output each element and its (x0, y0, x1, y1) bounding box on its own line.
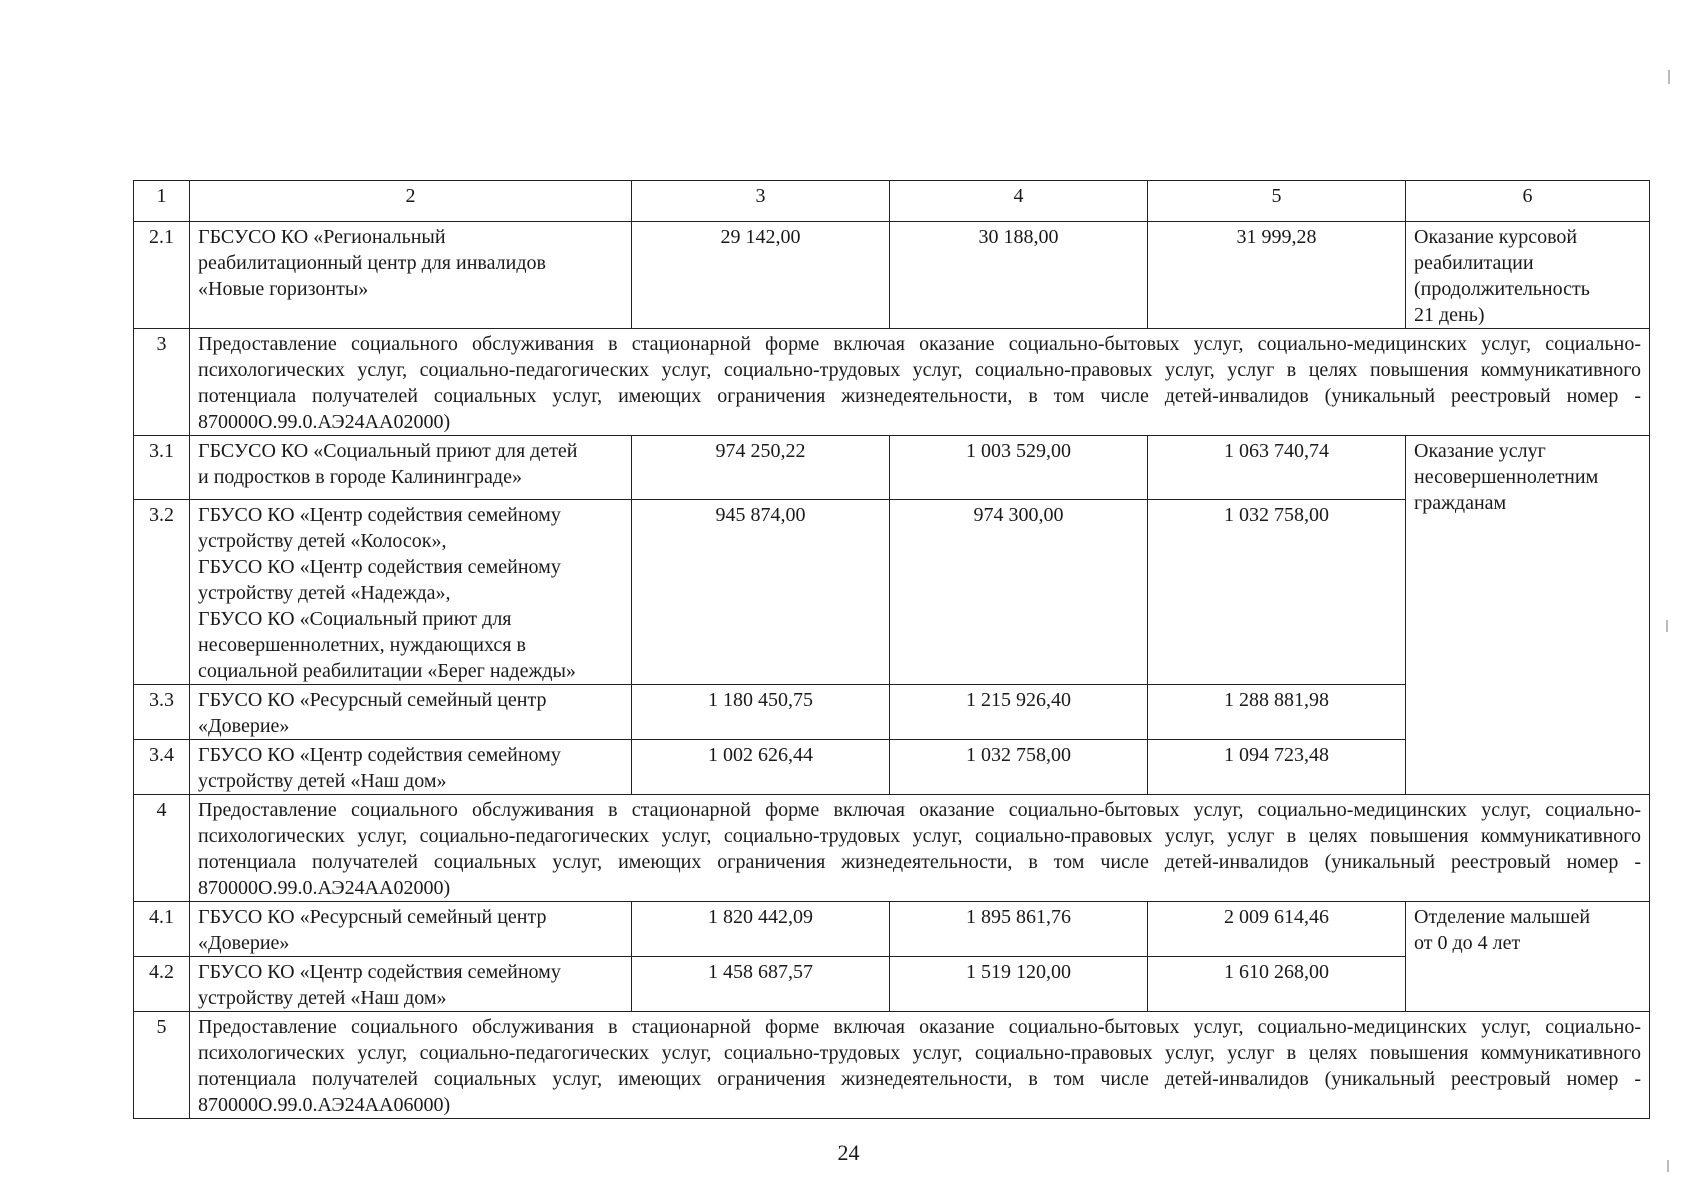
section-row (134, 1012, 1650, 1119)
section-description: Предоставление социального обслуживания в стационарной форме включая оказание социально-бытовых услуг, социально-медицинских услуг, социально-психологических услуг, социально-педагогических услуг, социально-трудовых услуг, социально-правовых услуг, услуг в целях повышения коммуникативного потенциала получателей социальных услуг, имеющих ограничения жизнедеятельности, в том числе детей-инвалидов (уникальный реестровый номер - 870000О.99.0.АЭ24АА06000) (190, 1012, 1650, 1119)
text-line: социальной реабилитации «Берег надежды» (198, 660, 576, 682)
text-line: устройству детей «Надежда», (198, 582, 451, 604)
text-line: «Доверие» (198, 932, 290, 954)
text-line: реабилитационный центр для инвалидов (198, 252, 546, 274)
value-cell: 31 999,28 (1148, 222, 1406, 329)
value-cell: 1 063 740,74 (1148, 436, 1406, 500)
row-number: 4.1 (134, 902, 190, 957)
text-line: несовершеннолетних, нуждающихся в (198, 634, 526, 656)
value-cell: 945 874,00 (632, 500, 890, 685)
note-cell (1406, 902, 1650, 1012)
text-line: ГБУСО КО «Центр содействия семейному (198, 961, 561, 983)
value-cell: 2 009 614,46 (1148, 902, 1406, 957)
text-line: от 0 до 4 лет (1414, 932, 1521, 954)
text-line: несовершеннолетним (1414, 466, 1599, 488)
value-cell: 1 032 758,00 (890, 740, 1148, 795)
institution-name (190, 685, 632, 740)
institution-name (190, 222, 632, 329)
institution-name (190, 902, 632, 957)
value-cell: 1 002 626,44 (632, 740, 890, 795)
value-cell: 974 250,22 (632, 436, 890, 500)
header-cell: 6 (1406, 181, 1650, 222)
services-table (133, 180, 1650, 1119)
text-line: ГБУСО КО «Центр содействия семейному (198, 744, 561, 766)
text-line: устройству детей «Колосок», (198, 530, 447, 552)
text-line: и подростков в городе Калининграде» (198, 466, 522, 488)
value-cell: 1 610 268,00 (1148, 957, 1406, 1012)
table-header-row (134, 181, 1650, 222)
institution-name (190, 500, 632, 685)
value-cell: 1 094 723,48 (1148, 740, 1406, 795)
row-number: 3.3 (134, 685, 190, 740)
header-cell: 4 (890, 181, 1148, 222)
scan-artifact (1666, 620, 1668, 632)
value-cell: 1 458 687,57 (632, 957, 890, 1012)
value-cell: 974 300,00 (890, 500, 1148, 685)
row-number: 5 (134, 1012, 190, 1119)
row-number: 4.2 (134, 957, 190, 1012)
row-number: 4 (134, 795, 190, 902)
text-line: ГБУСО КО «Ресурсный семейный центр (198, 689, 547, 711)
note-cell (1406, 222, 1650, 329)
text-line: «Доверие» (198, 715, 290, 737)
institution-name (190, 740, 632, 795)
value-cell: 1 288 881,98 (1148, 685, 1406, 740)
value-cell: 1 895 861,76 (890, 902, 1148, 957)
page-number: 24 (837, 1140, 860, 1165)
scan-artifact (1668, 70, 1670, 84)
row-number: 3.4 (134, 740, 190, 795)
value-cell: 1 519 120,00 (890, 957, 1148, 1012)
section-row (134, 795, 1650, 902)
text-line: Оказание услуг (1414, 440, 1546, 462)
text-line: Оказание курсовой (1414, 226, 1578, 248)
institution-name (190, 957, 632, 1012)
header-cell: 3 (632, 181, 890, 222)
section-description: Предоставление социального обслуживания в стационарной форме включая оказание социально-бытовых услуг, социально-медицинских услуг, социально-психологических услуг, социально-педагогических услуг, социально-трудовых услуг, социально-правовых услуг, услуг в целях повышения коммуникативного потенциала получателей социальных услуг, имеющих ограничения жизнедеятельности, в том числе детей-инвалидов (уникальный реестровый номер - 870000О.99.0.АЭ24АА02000) (190, 795, 1650, 902)
scan-artifact (1667, 1160, 1669, 1172)
header-cell: 2 (190, 181, 632, 222)
text-line: гражданам (1414, 492, 1507, 514)
text-line: ГБСУСО КО «Региональный (198, 226, 446, 248)
text-line: устройству детей «Наш дом» (198, 770, 447, 792)
section-row (134, 329, 1650, 436)
table-row (134, 222, 1650, 329)
text-line: ГБСУСО КО «Социальный приют для детей (198, 440, 578, 462)
table-row (134, 436, 1650, 500)
value-cell: 29 142,00 (632, 222, 890, 329)
text-line: (продолжительность (1414, 278, 1590, 300)
section-description: Предоставление социального обслуживания в стационарной форме включая оказание социально-бытовых услуг, социально-медицинских услуг, социально-психологических услуг, социально-педагогических услуг, социально-трудовых услуг, социально-правовых услуг, услуг в целях повышения коммуникативного потенциала получателей социальных услуг, имеющих ограничения жизнедеятельности, в том числе детей-инвалидов (уникальный реестровый номер - 870000О.99.0.АЭ24АА02000) (190, 329, 1650, 436)
text-line: «Новые горизонты» (198, 278, 369, 300)
text-line: ГБУСО КО «Социальный приют для (198, 608, 512, 630)
institution-name (190, 436, 632, 500)
text-line: Отделение малышей (1414, 906, 1591, 928)
value-cell: 1 180 450,75 (632, 685, 890, 740)
row-number: 3 (134, 329, 190, 436)
header-cell: 1 (134, 181, 190, 222)
value-cell: 1 820 442,09 (632, 902, 890, 957)
row-number: 3.1 (134, 436, 190, 500)
row-number: 2.1 (134, 222, 190, 329)
text-line: ГБУСО КО «Ресурсный семейный центр (198, 906, 547, 928)
text-line: ГБУСО КО «Центр содействия семейному (198, 556, 561, 578)
table-row (134, 902, 1650, 957)
note-cell (1406, 436, 1650, 795)
value-cell: 1 215 926,40 (890, 685, 1148, 740)
value-cell: 1 032 758,00 (1148, 500, 1406, 685)
text-line: 21 день) (1414, 304, 1485, 326)
text-line: устройству детей «Наш дом» (198, 987, 447, 1009)
header-cell: 5 (1148, 181, 1406, 222)
value-cell: 1 003 529,00 (890, 436, 1148, 500)
value-cell: 30 188,00 (890, 222, 1148, 329)
text-line: ГБУСО КО «Центр содействия семейному (198, 504, 561, 526)
row-number: 3.2 (134, 500, 190, 685)
text-line: реабилитации (1414, 252, 1534, 274)
